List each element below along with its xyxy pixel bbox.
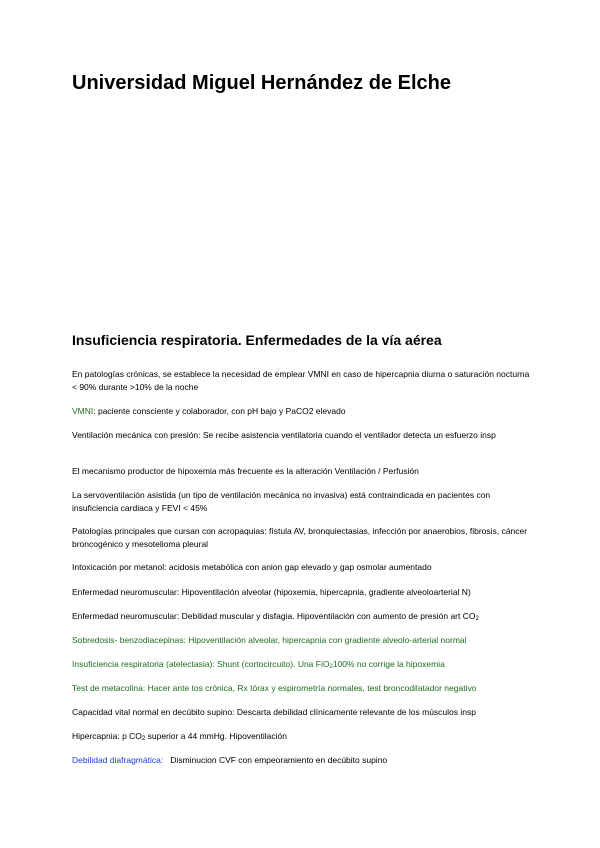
note-item: Enfermedad neuromuscular: Hipoventilación alveolar (hipoxemia, hipercapnia, gradiente alveoloarterial N) [72,587,471,597]
note-item: La servoventilación asistida (un tipo de ventilación mecánica no invasiva) está contraindicada en pacientes con insuficiencia cardiaca y FEVI < 45% [72,490,491,513]
note-item: Insuficiencia respiratoria (atelectasia): Shunt (cortocircuito). Una FiO$_2$100% no corrige la hipoxemia [72,659,445,670]
note-item: Hipercapnia: p $CO_2$ superior a 44 mmHg. Hipoventilación [72,731,287,742]
note-item: Capacidad vital normal en decúbito supino: Descarta debilidad clínicamente relevante de los músculos insp [72,707,476,717]
note-item: Intoxicación por metanol: acidosis metabólica con anion gap elevado y gap osmolar aumentado [72,562,432,572]
note-item: Debilidad diafragmática: Disminucion CVF con empeoramiento en decúbito supino [72,755,388,765]
note-item: Patologías principales que cursan con acropaquias: fístula AV, bronquiectasias, infección por anaerobios, fibrosis, cáncer broncogénico y mesotelioma pleural [72,526,528,549]
note-item: Ventilación mecánica con presión: Se recibe asistencia ventilatoria cuando el ventilador detecta un esfuerzo insp [72,430,496,440]
note-item: En patologías crónicas, se establece la necesidad de emplear VMNI en caso de hipercapnia diurna o saturación nocturna < 90% durante >10% de la noche [72,369,530,392]
note-item: Sobredosis- benzodiacepinas: Hipoventilación alveolar, hipercapnia con gradiente alveolo-arterial normal [72,635,467,645]
note-item: Enfermedad neuromuscular: Debilidad muscular y disfagia. Hipoventilación con aumento de presión art $CO_2$ [72,611,479,622]
note-item: Test de metacolina: Hacer ante tos crónica, Rx tórax y espirometría normales, test broncodilatador negativo [72,683,477,693]
note-item: El mecanismo productor de hipoxemia más frecuente es la alteración Ventilación / Perfusión [72,466,419,476]
note-label: Debilidad diafragmática: [72,755,164,765]
note-item: VMNI: paciente consciente y colaborador, con pH bajo y PaCO2 elevado [72,406,346,416]
university-title: Universidad Miguel Hernández de Elche [72,72,451,94]
note-label: VMNI [72,406,94,416]
section-title: Insuficiencia respiratoria. Enfermedades de la vía aérea [72,332,442,348]
